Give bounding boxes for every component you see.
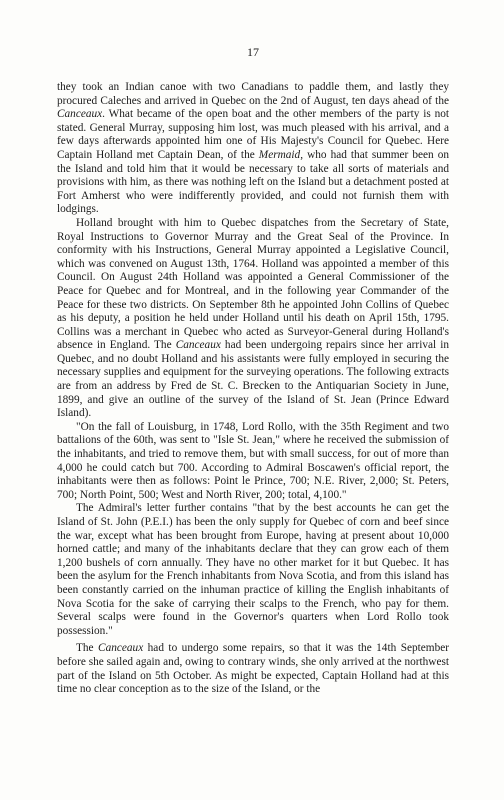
paragraph-text: The Admiral's letter further contains "that by the best accounts he can get the Island of St. John (P.E.I.) has been the only supply for Quebec of corn and beef since the war, except what has been brought from Europe, having at present about 10,000 horned cattle; and many of the inhabitants declare that they can grow each of them 1,200 bushels of corn annually. They have no other market for it but Quebec. It has been the asylum for the French inhabitants from Nova Scotia, and from this island has been constantly carried on the inhuman practice of killing the English inhabitants of Nova Scotia for the sake of carrying their scalps to the French, who pay for them. Several scalps were found in the Governor's quarters when Lord Rollo took possession." <box>57 502 449 637</box>
italic-ship-name: Mermaid <box>258 148 301 161</box>
paragraph-text: had to undergo some repairs, so that it was the 14th September before she sailed again and, owing to contrary winds, she only arrived at the northwest part of the Island on 5th October. As might be expected, Captain Holland had at this time no clear conception as to the size of the Island, or the <box>57 642 450 696</box>
italic-ship-name: Canceaux <box>57 108 103 121</box>
body-paragraph <box>57 421 449 503</box>
body-paragraph <box>57 642 449 696</box>
paragraph-text: "On the fall of Louisburg, in 1748, Lord Rollo, with the 35th Regiment and two battalions of the 60th, was sent to "Isle St. Jean," where he received the submission of the inhabitants, and tried to remove them, but with small success, for out of more than 4,000 he could catch but 700. According to Admiral Boscawen's official report, the inhabitants were then as follows: Point le Prince, 700; N.E. River, 2,000; St. Peters, 700; North Point, 500; West and North River, 200; total, 4,100." <box>57 420 449 501</box>
body-paragraph <box>57 81 449 217</box>
italic-ship-name: Canceaux <box>98 642 144 655</box>
paragraph-text: , who had that summer been on the Island and told him that it would be necessary to take all sorts of materials and provisions with him, as there was nothing left on the Island but a detachment posted at Fort Amherst who were indifferently provided, and could not furnish them with lodgings. <box>57 148 450 216</box>
page-number: 17 <box>247 45 259 59</box>
paragraph-text: they took an Indian canoe with two Canadians to paddle them, and lastly they procured Caleches and arrived in Quebec on the 2nd of August, ten days ahead of the <box>57 81 449 107</box>
page-body <box>57 81 449 697</box>
italic-ship-name: Canceaux <box>175 339 221 352</box>
paragraph-text: had been undergoing repairs since her arrival in Quebec, and no doubt Holland and his assistants were fully employed in securing the necessary supplies and equipment for the surveying operations. The following extracts are from an address by Fred de St. C. Brecken to the Antiquarian Society in June, 1899, and give an outline of the survey of the Island of St. Jean (Prince Edward Island). <box>57 339 449 420</box>
body-paragraph <box>57 502 449 638</box>
paragraph-text: . What became of the open boat and the other members of the party is not stated. General Murray, supposing him lost, was much pleased with his arrival, and a few days afterwards appointed him one of His Majesty's Council for Quebec. Here Captain Holland met Captain Dean, of the <box>57 108 449 161</box>
body-paragraph <box>57 217 449 421</box>
paragraph-text: The <box>76 642 99 655</box>
paragraph-text: Holland brought with him to Quebec dispatches from the Secretary of State, Royal Instructions to Governor Murray and the Great Seal of the Province. In conformity with his Instructions, General Murray appointed a Legislative Council, which was convened on August 13th, 1764. Holland was appointed a member of this Council. On August 24th Holland was appointed a General Commissioner of the Peace for Quebec and for Montreal, and in the following year Commander of the Peace for these two districts. On September 8th he appointed John Collins of Quebec as his deputy, a position he held under Holland until his death on April 15th, 1795. Collins was a merchant in Quebec who acted as Surveyor-General during Holland's absence in England. The <box>57 216 449 352</box>
